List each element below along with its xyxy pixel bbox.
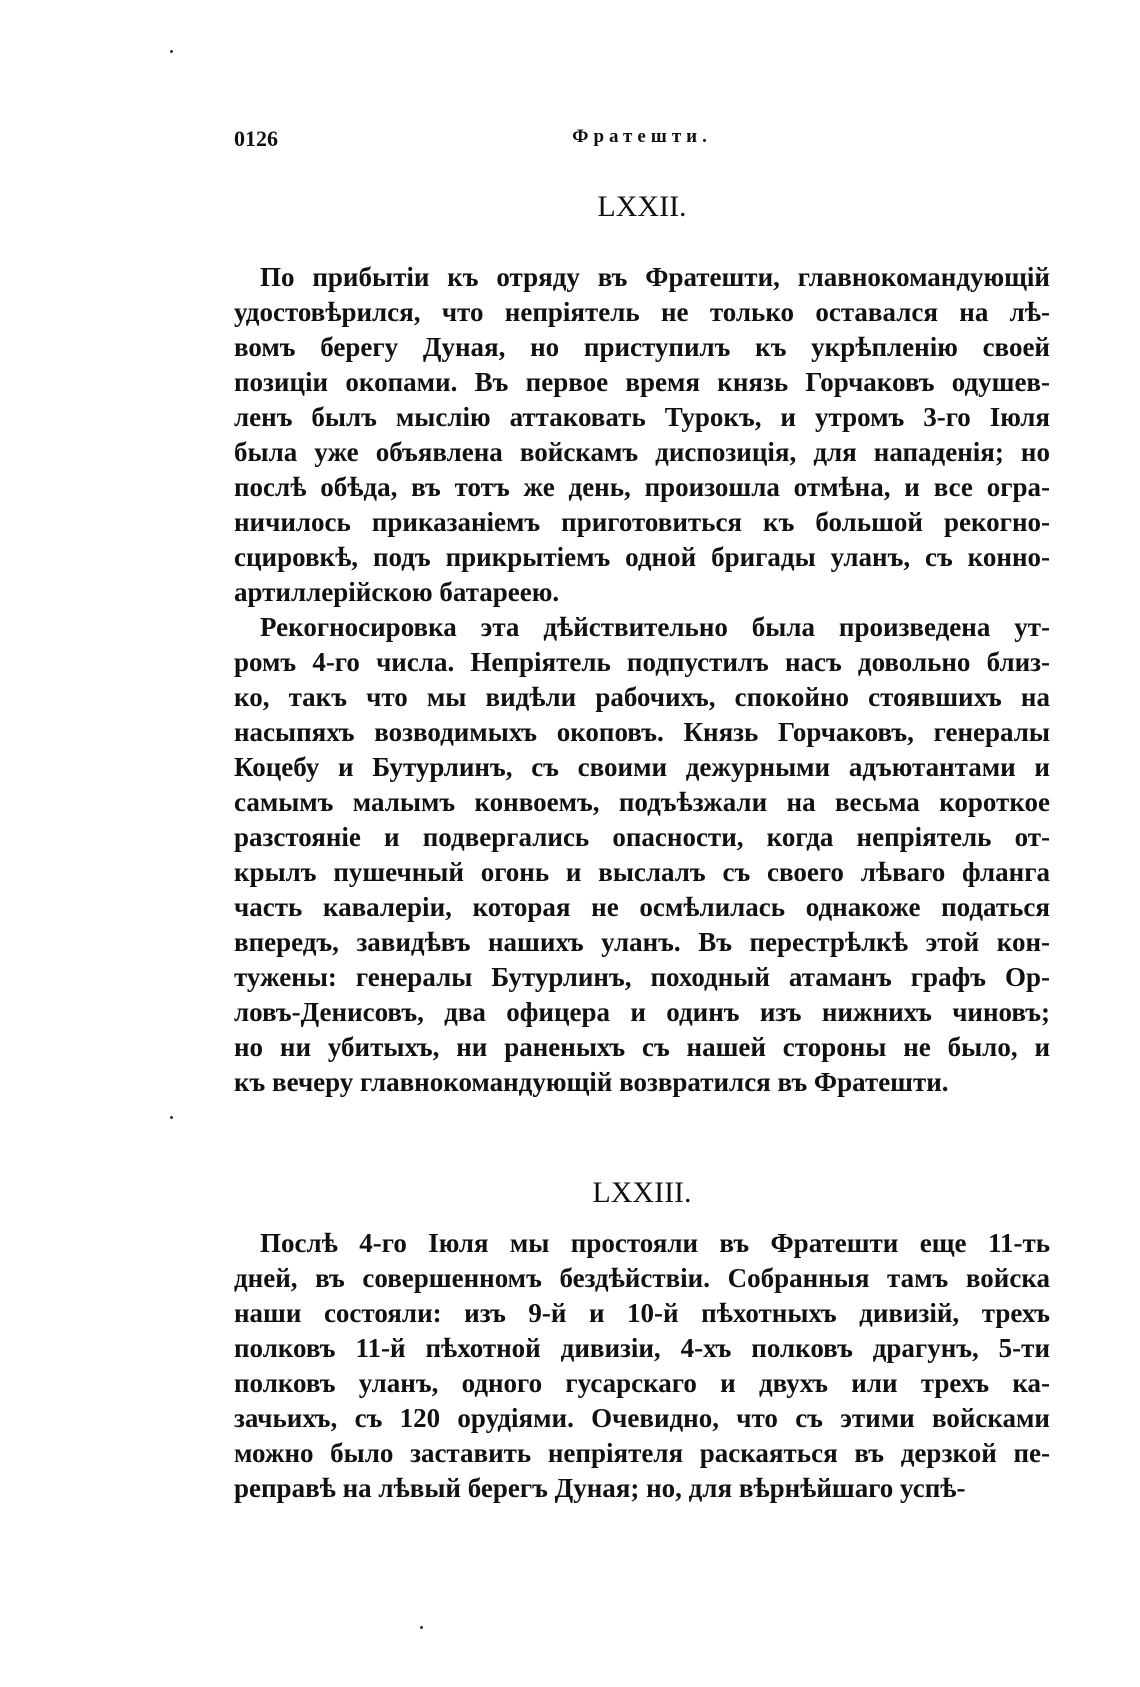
text-line: ловъ-Денисовъ, два офицера и одинъ изъ нижнихъ чиновъ; — [234, 997, 1050, 1027]
scan-speck — [170, 50, 173, 53]
text-line: ничилось приказаніемъ приготовиться къ большой рекогно- — [234, 507, 1050, 537]
text-line: вомъ берегу Дуная, но приступилъ къ укрѣпленію своей — [234, 332, 1050, 362]
scan-speck — [420, 1626, 423, 1629]
text-line: ко, такъ что мы видѣли рабочихъ, спокойно стоявшихъ на — [234, 682, 1050, 712]
text-line: Рекогносировка эта дѣйствительно была произведена ут- — [260, 612, 1050, 642]
text-line: самымъ малымъ конвоемъ, подъѣзжали на весьма короткое — [234, 787, 1050, 817]
running-title: Фратешти. — [572, 126, 712, 147]
page-number: 0126 — [234, 126, 278, 151]
text-line: разстояніе и подвергались опасности, когда непріятель от- — [234, 822, 1050, 852]
text-line: но ни убитыхъ, ни раненыхъ съ нашей стороны не было, и — [234, 1032, 1050, 1062]
text-line: послѣ обѣда, въ тотъ же день, произошла отмѣна, и все огра- — [234, 472, 1050, 502]
text-line: была уже объявлена войскамъ диспозиція, для нападенія; но — [234, 437, 1050, 467]
paragraph — [234, 1226, 1050, 1506]
text-line: ленъ былъ мыслію аттаковать Турокъ, и утромъ 3-го Іюля — [234, 402, 1050, 432]
section-heading-lxxii: LXXII. — [597, 190, 687, 223]
text-line: зачьихъ, съ 120 орудіями. Очевидно, что съ этими войсками — [234, 1403, 1050, 1433]
text-line: полковъ уланъ, одного гусарскаго и двухъ или трехъ ка- — [234, 1368, 1050, 1398]
text-line: реправѣ на лѣвый берегъ Дуная; но, для вѣрнѣйшаго успѣ- — [234, 1473, 966, 1503]
text-line: артиллерійскою батареею. — [234, 577, 560, 607]
text-line: По прибытіи къ отряду въ Фратешти, главнокомандующій — [260, 262, 1050, 292]
text-line: можно было заставить непріятеля раскаяться въ дерзкой пе- — [234, 1438, 1050, 1468]
text-line: наши состояли: изъ 9-й и 10-й пѣхотныхъ дивизій, трехъ — [234, 1298, 1050, 1328]
text-line: насыпяхъ возводимыхъ окоповъ. Князь Горчаковъ, генералы — [234, 717, 1050, 747]
text-line: Коцебу и Бутурлинъ, съ своими дежурными адъютантами и — [234, 752, 1050, 782]
paragraph — [234, 610, 1050, 1100]
text-line: сцировкѣ, подъ прикрытіемъ одной бригады уланъ, съ конно- — [234, 542, 1050, 572]
text-line: позиціи окопами. Въ первое время князь Горчаковъ одушев- — [234, 367, 1050, 397]
page-header — [234, 126, 1050, 156]
text-line: ромъ 4-го числа. Непріятель подпустилъ насъ довольно близ- — [234, 647, 1050, 677]
section-heading-lxxiii: LXXIII. — [592, 1176, 692, 1209]
text-line: къ вечеру главнокомандующій возвратился въ Фратешти. — [234, 1067, 949, 1097]
text-line: тужены: генералы Бутурлинъ, походный атаманъ графъ Ор- — [234, 962, 1050, 992]
text-line: полковъ 11-й пѣхотной дивизіи, 4-хъ полковъ драгунъ, 5-ти — [234, 1333, 1050, 1363]
text-line: дней, въ совершенномъ бездѣйствіи. Собранныя тамъ войска — [234, 1263, 1050, 1293]
paragraph — [234, 260, 1050, 610]
text-line: Послѣ 4-го Іюля мы простояли въ Фратешти еще 11-ть — [260, 1228, 1050, 1258]
scan-speck — [170, 1116, 173, 1119]
text-line: крылъ пушечный огонь и выслалъ съ своего лѣваго фланга — [234, 857, 1050, 887]
text-line: впередъ, завидѣвъ нашихъ уланъ. Въ перестрѣлкѣ этой кон- — [234, 927, 1050, 957]
text-line: часть кавалеріи, которая не осмѣлилась однакоже податься — [234, 892, 1050, 922]
text-line: удостовѣрился, что непріятель не только оставался на лѣ- — [234, 297, 1050, 327]
